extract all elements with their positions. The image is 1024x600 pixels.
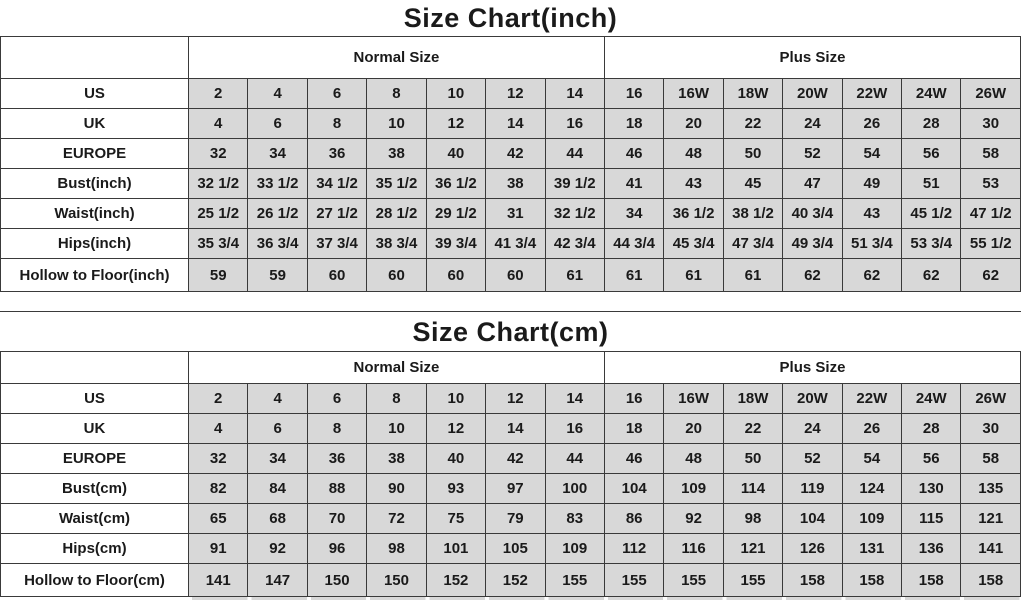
size-cell: 12 <box>426 414 485 444</box>
size-cell: 34 <box>604 199 663 229</box>
size-cell: 12 <box>486 79 545 109</box>
row-label: EUROPE <box>1 444 189 474</box>
size-cell: 30 <box>961 109 1021 139</box>
size-cell: 10 <box>426 384 485 414</box>
size-cell: 37 3/4 <box>307 229 366 259</box>
table-row <box>1 504 1021 534</box>
size-cell: 52 <box>783 139 842 169</box>
corner-cell <box>1 352 189 384</box>
size-cell: 61 <box>664 259 723 292</box>
size-cell: 4 <box>248 384 307 414</box>
size-cell: 14 <box>545 79 604 109</box>
size-cell: 44 3/4 <box>604 229 663 259</box>
size-cell: 24W <box>902 79 961 109</box>
group-header-normal-size: Normal Size <box>189 352 605 384</box>
table-row <box>1 414 1021 444</box>
size-cell: 121 <box>961 504 1021 534</box>
size-cell: 59 <box>248 259 307 292</box>
size-cell: 25 1/2 <box>189 199 248 229</box>
size-cell: 35 1/2 <box>367 169 426 199</box>
size-cell: 40 <box>426 444 485 474</box>
size-cell: 41 <box>604 169 663 199</box>
size-cell: 115 <box>902 504 961 534</box>
size-cell: 39 1/2 <box>545 169 604 199</box>
size-cell: 53 <box>961 169 1021 199</box>
size-cell: 93 <box>426 474 485 504</box>
size-cell: 24W <box>902 384 961 414</box>
size-cell: 29 1/2 <box>426 199 485 229</box>
size-cell: 4 <box>189 109 248 139</box>
size-cell: 16 <box>604 79 663 109</box>
table-row <box>1 444 1021 474</box>
size-cell: 136 <box>902 534 961 564</box>
size-table-inch <box>0 36 1021 292</box>
size-cell: 10 <box>367 109 426 139</box>
size-cell: 43 <box>842 199 901 229</box>
size-cell: 38 <box>367 444 426 474</box>
size-cell: 12 <box>486 384 545 414</box>
size-cell: 60 <box>486 259 545 292</box>
size-cell: 54 <box>842 444 901 474</box>
size-cell: 38 1/2 <box>723 199 782 229</box>
size-cell: 22 <box>723 109 782 139</box>
table-row <box>1 169 1021 199</box>
row-label: Hips(cm) <box>1 534 189 564</box>
size-cell: 79 <box>486 504 545 534</box>
size-cell: 20 <box>664 109 723 139</box>
size-cell: 86 <box>604 504 663 534</box>
size-cell: 50 <box>723 444 782 474</box>
size-cell: 141 <box>189 564 248 597</box>
size-cell: 26 <box>842 414 901 444</box>
size-cell: 96 <box>307 534 366 564</box>
size-cell: 18W <box>723 384 782 414</box>
size-cell: 62 <box>961 259 1021 292</box>
row-label: Waist(cm) <box>1 504 189 534</box>
size-cell: 22W <box>842 79 901 109</box>
size-cell: 36 <box>307 139 366 169</box>
size-cell: 14 <box>486 109 545 139</box>
size-cell: 44 <box>545 444 604 474</box>
size-table-cm <box>0 351 1021 597</box>
size-cell: 8 <box>307 414 366 444</box>
size-cell: 121 <box>723 534 782 564</box>
size-cell: 16 <box>545 414 604 444</box>
size-cell: 91 <box>189 534 248 564</box>
size-cell: 55 1/2 <box>961 229 1021 259</box>
size-cell: 32 1/2 <box>545 199 604 229</box>
size-cell: 130 <box>902 474 961 504</box>
table-row <box>1 534 1021 564</box>
size-cell: 38 <box>486 169 545 199</box>
size-cell: 48 <box>664 139 723 169</box>
size-cell: 155 <box>604 564 663 597</box>
size-cell: 158 <box>783 564 842 597</box>
size-cell: 109 <box>664 474 723 504</box>
size-cell: 104 <box>604 474 663 504</box>
size-cell: 98 <box>723 504 782 534</box>
size-cell: 52 <box>783 444 842 474</box>
size-cell: 72 <box>367 504 426 534</box>
size-cell: 26 <box>842 109 901 139</box>
table-row <box>1 139 1021 169</box>
size-cell: 14 <box>486 414 545 444</box>
table-row <box>1 259 1021 292</box>
size-cell: 46 <box>604 444 663 474</box>
size-cell: 6 <box>248 414 307 444</box>
size-cell: 131 <box>842 534 901 564</box>
row-label: EUROPE <box>1 139 189 169</box>
size-cell: 27 1/2 <box>307 199 366 229</box>
size-chart-cm-title: Size Chart(cm) <box>412 317 609 347</box>
size-cell: 53 3/4 <box>902 229 961 259</box>
size-chart-inch-section <box>0 0 1021 292</box>
size-cell: 65 <box>189 504 248 534</box>
row-label: Hips(inch) <box>1 229 189 259</box>
row-label: US <box>1 384 189 414</box>
size-cell: 14 <box>545 384 604 414</box>
size-cell: 100 <box>545 474 604 504</box>
size-cell: 36 <box>307 444 366 474</box>
size-cell: 62 <box>902 259 961 292</box>
size-cell: 75 <box>426 504 485 534</box>
size-cell: 97 <box>486 474 545 504</box>
size-cell: 147 <box>248 564 307 597</box>
size-cell: 155 <box>664 564 723 597</box>
size-cell: 39 3/4 <box>426 229 485 259</box>
size-cell: 46 <box>604 139 663 169</box>
size-cell: 18 <box>604 109 663 139</box>
size-cell: 41 3/4 <box>486 229 545 259</box>
size-cell: 45 3/4 <box>664 229 723 259</box>
size-cell: 45 <box>723 169 782 199</box>
size-cell: 61 <box>545 259 604 292</box>
size-cell: 114 <box>723 474 782 504</box>
size-cell: 26W <box>961 384 1021 414</box>
size-cell: 116 <box>664 534 723 564</box>
size-cell: 82 <box>189 474 248 504</box>
size-cell: 28 <box>902 414 961 444</box>
size-cell: 83 <box>545 504 604 534</box>
size-cell: 34 <box>248 139 307 169</box>
size-cell: 61 <box>604 259 663 292</box>
row-label: Hollow to Floor(inch) <box>1 259 189 292</box>
size-cell: 16W <box>664 79 723 109</box>
size-cell: 16 <box>604 384 663 414</box>
size-cell: 150 <box>307 564 366 597</box>
group-header-row <box>1 352 1021 384</box>
table-row <box>1 229 1021 259</box>
size-cell: 135 <box>961 474 1021 504</box>
table-row <box>1 564 1021 597</box>
size-cell: 38 <box>367 139 426 169</box>
size-cell: 98 <box>367 534 426 564</box>
size-cell: 18 <box>604 414 663 444</box>
size-cell: 4 <box>189 414 248 444</box>
size-cell: 54 <box>842 139 901 169</box>
size-cell: 44 <box>545 139 604 169</box>
row-label: Waist(inch) <box>1 199 189 229</box>
size-cell: 60 <box>307 259 366 292</box>
size-chart-cm-section <box>0 311 1021 597</box>
size-cell: 12 <box>426 109 485 139</box>
size-cell: 33 1/2 <box>248 169 307 199</box>
size-cell: 90 <box>367 474 426 504</box>
size-cell: 58 <box>961 444 1021 474</box>
size-cell: 22 <box>723 414 782 444</box>
table-row <box>1 199 1021 229</box>
size-cell: 26W <box>961 79 1021 109</box>
group-header-normal-size: Normal Size <box>189 37 605 79</box>
size-cell: 2 <box>189 384 248 414</box>
size-cell: 20W <box>783 384 842 414</box>
size-cell: 158 <box>961 564 1021 597</box>
size-cell: 47 3/4 <box>723 229 782 259</box>
size-cell: 58 <box>961 139 1021 169</box>
size-cell: 42 <box>486 444 545 474</box>
table-row <box>1 79 1021 109</box>
size-cell: 36 1/2 <box>664 199 723 229</box>
size-cell: 51 <box>902 169 961 199</box>
size-cell: 49 3/4 <box>783 229 842 259</box>
size-cell: 30 <box>961 414 1021 444</box>
size-cell: 4 <box>248 79 307 109</box>
size-cell: 22W <box>842 384 901 414</box>
size-cell: 62 <box>842 259 901 292</box>
size-cell: 158 <box>902 564 961 597</box>
size-cell: 45 1/2 <box>902 199 961 229</box>
table-row <box>1 474 1021 504</box>
size-cell: 20W <box>783 79 842 109</box>
size-cell: 47 <box>783 169 842 199</box>
group-header-plus-size: Plus Size <box>604 37 1020 79</box>
size-cell: 60 <box>426 259 485 292</box>
size-cell: 119 <box>783 474 842 504</box>
size-cell: 84 <box>248 474 307 504</box>
size-cell: 105 <box>486 534 545 564</box>
corner-cell <box>1 37 189 79</box>
size-cell: 47 1/2 <box>961 199 1021 229</box>
size-cell: 150 <box>367 564 426 597</box>
size-cell: 18W <box>723 79 782 109</box>
size-cell: 6 <box>307 79 366 109</box>
size-cell: 16 <box>545 109 604 139</box>
size-cell: 60 <box>367 259 426 292</box>
row-label: Bust(cm) <box>1 474 189 504</box>
size-cell: 10 <box>367 414 426 444</box>
size-cell: 36 1/2 <box>426 169 485 199</box>
size-cell: 88 <box>307 474 366 504</box>
size-cell: 49 <box>842 169 901 199</box>
size-cell: 92 <box>664 504 723 534</box>
size-cell: 126 <box>783 534 842 564</box>
size-cell: 24 <box>783 414 842 444</box>
size-cell: 48 <box>664 444 723 474</box>
size-cell: 158 <box>842 564 901 597</box>
size-cell: 62 <box>783 259 842 292</box>
row-label: UK <box>1 109 189 139</box>
size-cell: 70 <box>307 504 366 534</box>
row-label: US <box>1 79 189 109</box>
size-cell: 40 <box>426 139 485 169</box>
size-cell: 8 <box>307 109 366 139</box>
size-cell: 26 1/2 <box>248 199 307 229</box>
size-cell: 20 <box>664 414 723 444</box>
size-cell: 38 3/4 <box>367 229 426 259</box>
table-row <box>1 384 1021 414</box>
size-cell: 28 1/2 <box>367 199 426 229</box>
size-cell: 104 <box>783 504 842 534</box>
size-chart-inch-title: Size Chart(inch) <box>403 3 618 33</box>
size-cell: 8 <box>367 79 426 109</box>
size-cell: 61 <box>723 259 782 292</box>
group-header-row <box>1 37 1021 79</box>
size-cell: 141 <box>961 534 1021 564</box>
size-cell: 155 <box>723 564 782 597</box>
size-cell: 124 <box>842 474 901 504</box>
size-cell: 8 <box>367 384 426 414</box>
size-cell: 28 <box>902 109 961 139</box>
size-cell: 40 3/4 <box>783 199 842 229</box>
size-cell: 36 3/4 <box>248 229 307 259</box>
size-cell: 31 <box>486 199 545 229</box>
size-cell: 101 <box>426 534 485 564</box>
row-label: UK <box>1 414 189 444</box>
size-cell: 35 3/4 <box>189 229 248 259</box>
size-cell: 50 <box>723 139 782 169</box>
table-row <box>1 109 1021 139</box>
size-cell: 51 3/4 <box>842 229 901 259</box>
size-cell: 68 <box>248 504 307 534</box>
size-cell: 56 <box>902 444 961 474</box>
size-cell: 42 3/4 <box>545 229 604 259</box>
size-cell: 10 <box>426 79 485 109</box>
size-cell: 42 <box>486 139 545 169</box>
size-cell: 6 <box>307 384 366 414</box>
size-cell: 32 <box>189 444 248 474</box>
size-cell: 59 <box>189 259 248 292</box>
row-label: Bust(inch) <box>1 169 189 199</box>
size-cell: 34 <box>248 444 307 474</box>
size-cell: 24 <box>783 109 842 139</box>
size-cell: 112 <box>604 534 663 564</box>
group-header-plus-size: Plus Size <box>604 352 1020 384</box>
size-cell: 152 <box>486 564 545 597</box>
size-cell: 34 1/2 <box>307 169 366 199</box>
size-cell: 56 <box>902 139 961 169</box>
size-cell: 43 <box>664 169 723 199</box>
size-cell: 109 <box>842 504 901 534</box>
size-cell: 32 1/2 <box>189 169 248 199</box>
size-cell: 2 <box>189 79 248 109</box>
size-cell: 6 <box>248 109 307 139</box>
size-cell: 155 <box>545 564 604 597</box>
size-cell: 16W <box>664 384 723 414</box>
size-cell: 152 <box>426 564 485 597</box>
row-label: Hollow to Floor(cm) <box>1 564 189 597</box>
size-cell: 109 <box>545 534 604 564</box>
size-cell: 92 <box>248 534 307 564</box>
size-cell: 32 <box>189 139 248 169</box>
